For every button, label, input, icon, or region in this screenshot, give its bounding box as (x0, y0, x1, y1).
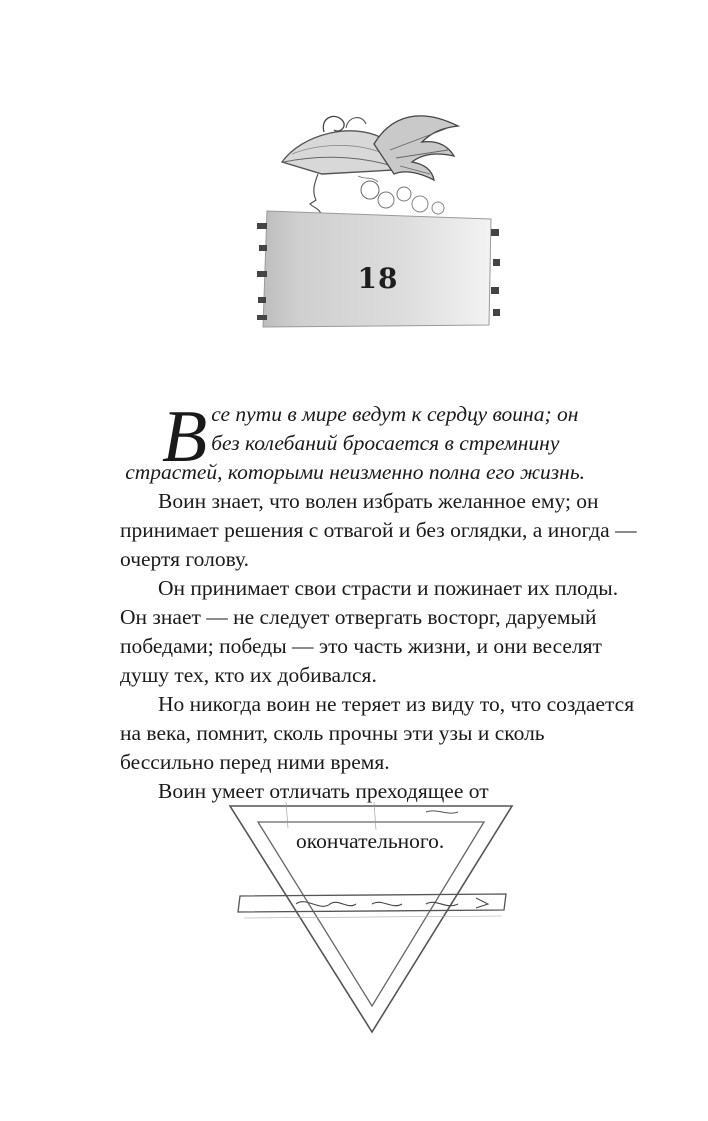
drop-cap: В (162, 396, 208, 478)
lead-line-2: без колебаний бросается в стремнину (211, 431, 560, 455)
paragraph-2: Он принимает свои страсти и пожинает их плоды. Он знает — не следует отвергать восторг, даруемый победами; победы — это часть жизни, и они веселят душу тех, кто их добивался. (120, 576, 619, 687)
lead-line-1: се пути в мире ведут к сердцу воина; он (211, 402, 579, 426)
lead-line-3: страстей, которыми неизменно полна его жизнь. (125, 460, 585, 484)
chapter-text (120, 396, 640, 806)
final-word: окончательного. (296, 829, 445, 853)
paragraph-1: Воин знает, что волен избрать желанное ему; он принимает решения с отвагой и без оглядки, а иногда — очертя голову. (120, 489, 637, 571)
paragraph-3: Но никогда воин не теряет из виду то, что создается на века, помнит, сколь прочны эти узы и сколь бессильно перед ними время. (120, 692, 635, 774)
paragraph-4: Воин умеет отличать преходящее от (158, 779, 489, 803)
chapter-number: 18 (357, 262, 399, 295)
